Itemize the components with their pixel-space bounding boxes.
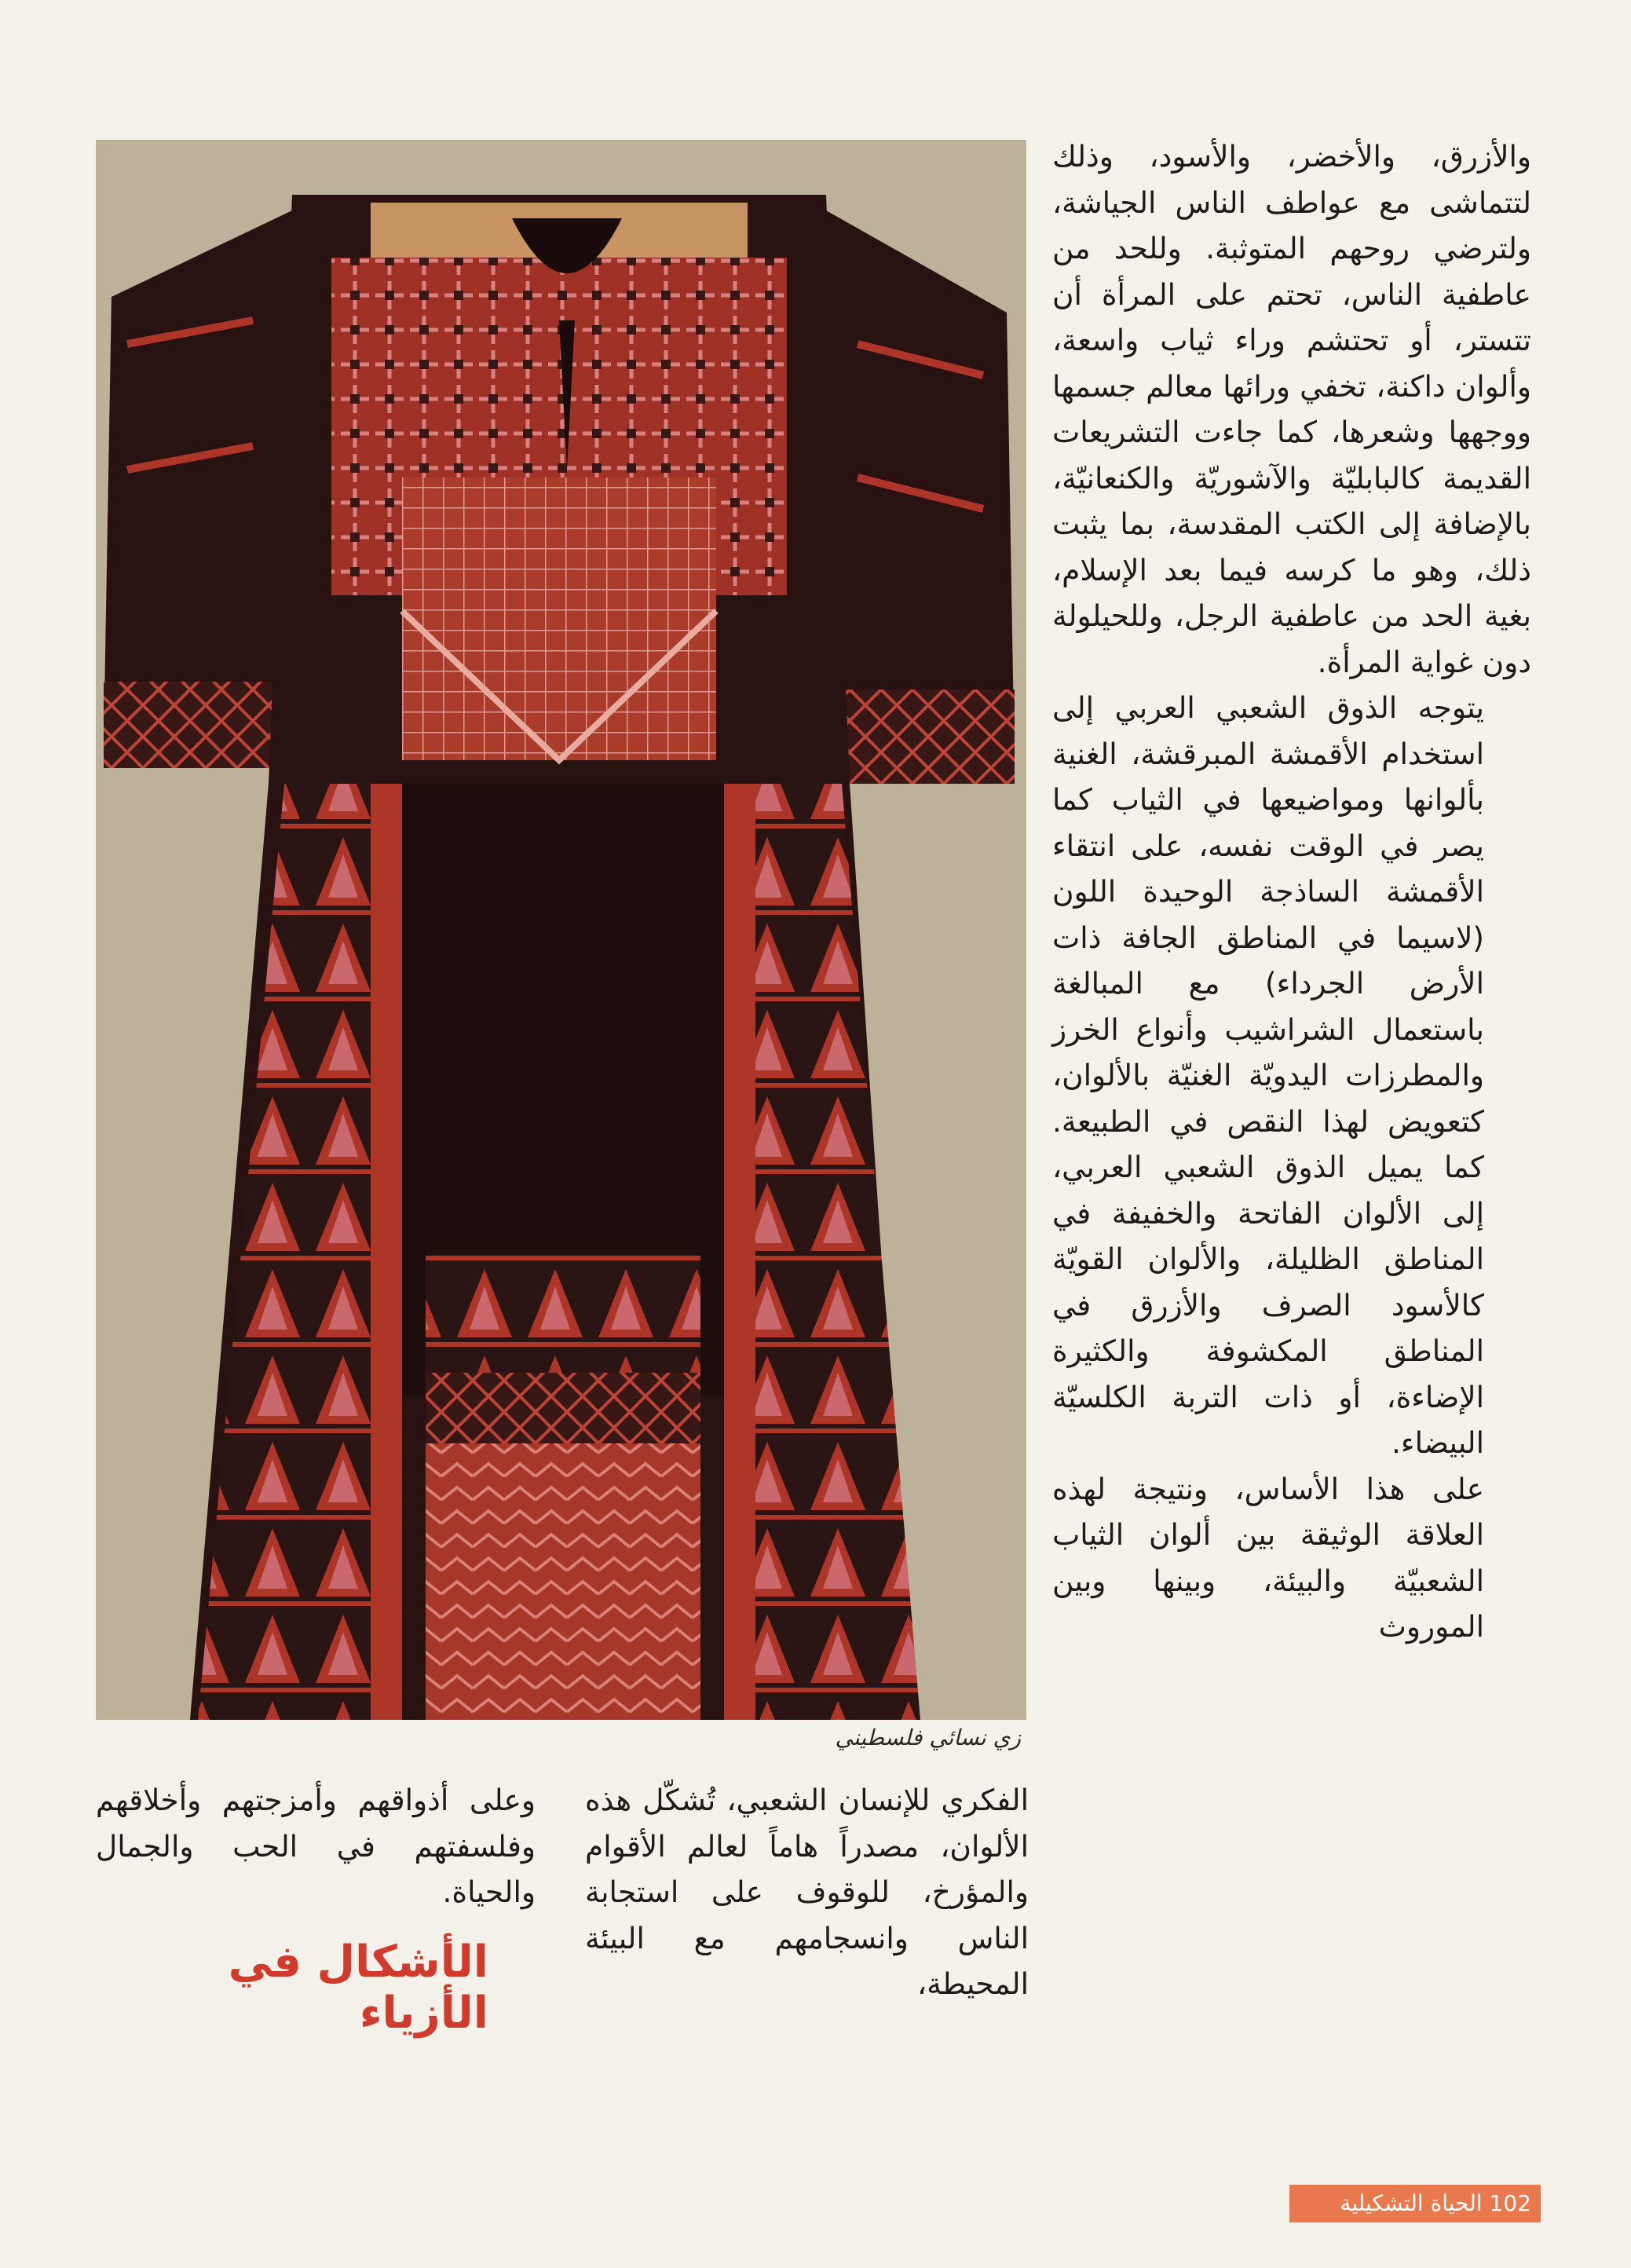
page-folio <box>1289 2185 1541 2222</box>
embroidered-dress-photo-icon <box>96 140 1026 1720</box>
paragraph: والأزرق، والأخضر، والأسود، وذلك لتتماشى مع عواطف الناس الجياشة، ولترضي روحهم المتوثبة. وللحد من عاطفية الناس، تحتم على المرأة أن تتستر، أو تحتشم وراء ثياب واسعة، وألوان داكنة، تخفي ورائها معالم جسمها ووجهها وشعرها، كما جاءت التشريعات القديمة كالبابليّة والآشوريّة والكنعانيّة، بالإضافة إلى الكتب المقدسة، بما يثبت ذلك، وهو ما كرسه فيما بعد الإسلام، بغية الحد من عاطفية الرجل، وللحيلولة دون غواية المرأة. <box>1052 139 1531 679</box>
paragraph: وعلى أذواقهم وأمزجتهم وأخلاقهم وفلسفتهم في الحب والجمال والحياة. <box>96 1783 536 1909</box>
article-column-middle <box>585 1777 1029 2007</box>
dress-photo <box>96 140 1026 1720</box>
page-number: 102 <box>1489 2190 1531 2216</box>
photo-caption: زي نسائي فلسطيني <box>835 1725 1021 1750</box>
paragraph: الفكري للإنسان الشعبي، تُشكّل هذه الألوان، مصدراً هاماً لعالم الأقوام والمؤرخ، للوقوف على استجابة الناس وانسجامهم مع البيئة المحيطة، <box>585 1783 1029 2001</box>
paragraph: على هذا الأساس، ونتيجة لهذه العلاقة الوثيقة بين ألوان الثياب الشعبيّة والبيئة، وبينها وبين الموروث <box>1052 1471 1484 1644</box>
article-column-right <box>1052 134 1531 1650</box>
section-heading: الأشكال في الأزياء <box>228 1937 488 2039</box>
paragraph: يتوجه الذوق الشعبي العربي إلى استخدام الأقمشة المبرقشة، الغنية بألوانها ومواضيعها في الثياب كما يصر في الوقت نفسه، على انتقاء الأقمشة الساذجة الوحيدة اللون (لاسيما في المناطق الجافة ذات الأرض الجرداء) مع المبالغة باستعمال الشراشيب وأنواع الخرز والمطرزات اليدويّة الغنيّة بالألوان، كتعويض لهذا النقص في الطبيعة. كما يميل الذوق الشعبي العربي، إلى الألوان الفاتحة والخفيفة في المناطق الظليلة، والألوان القويّة كالأسود الصرف والأزرق في المناطق المكشوفة والكثيرة الإضاءة، أو ذات التربة الكلسيّة البيضاء. <box>1052 690 1484 1460</box>
magazine-name: الحياة التشكيلية <box>1340 2190 1483 2216</box>
article-column-left <box>96 1777 536 1915</box>
